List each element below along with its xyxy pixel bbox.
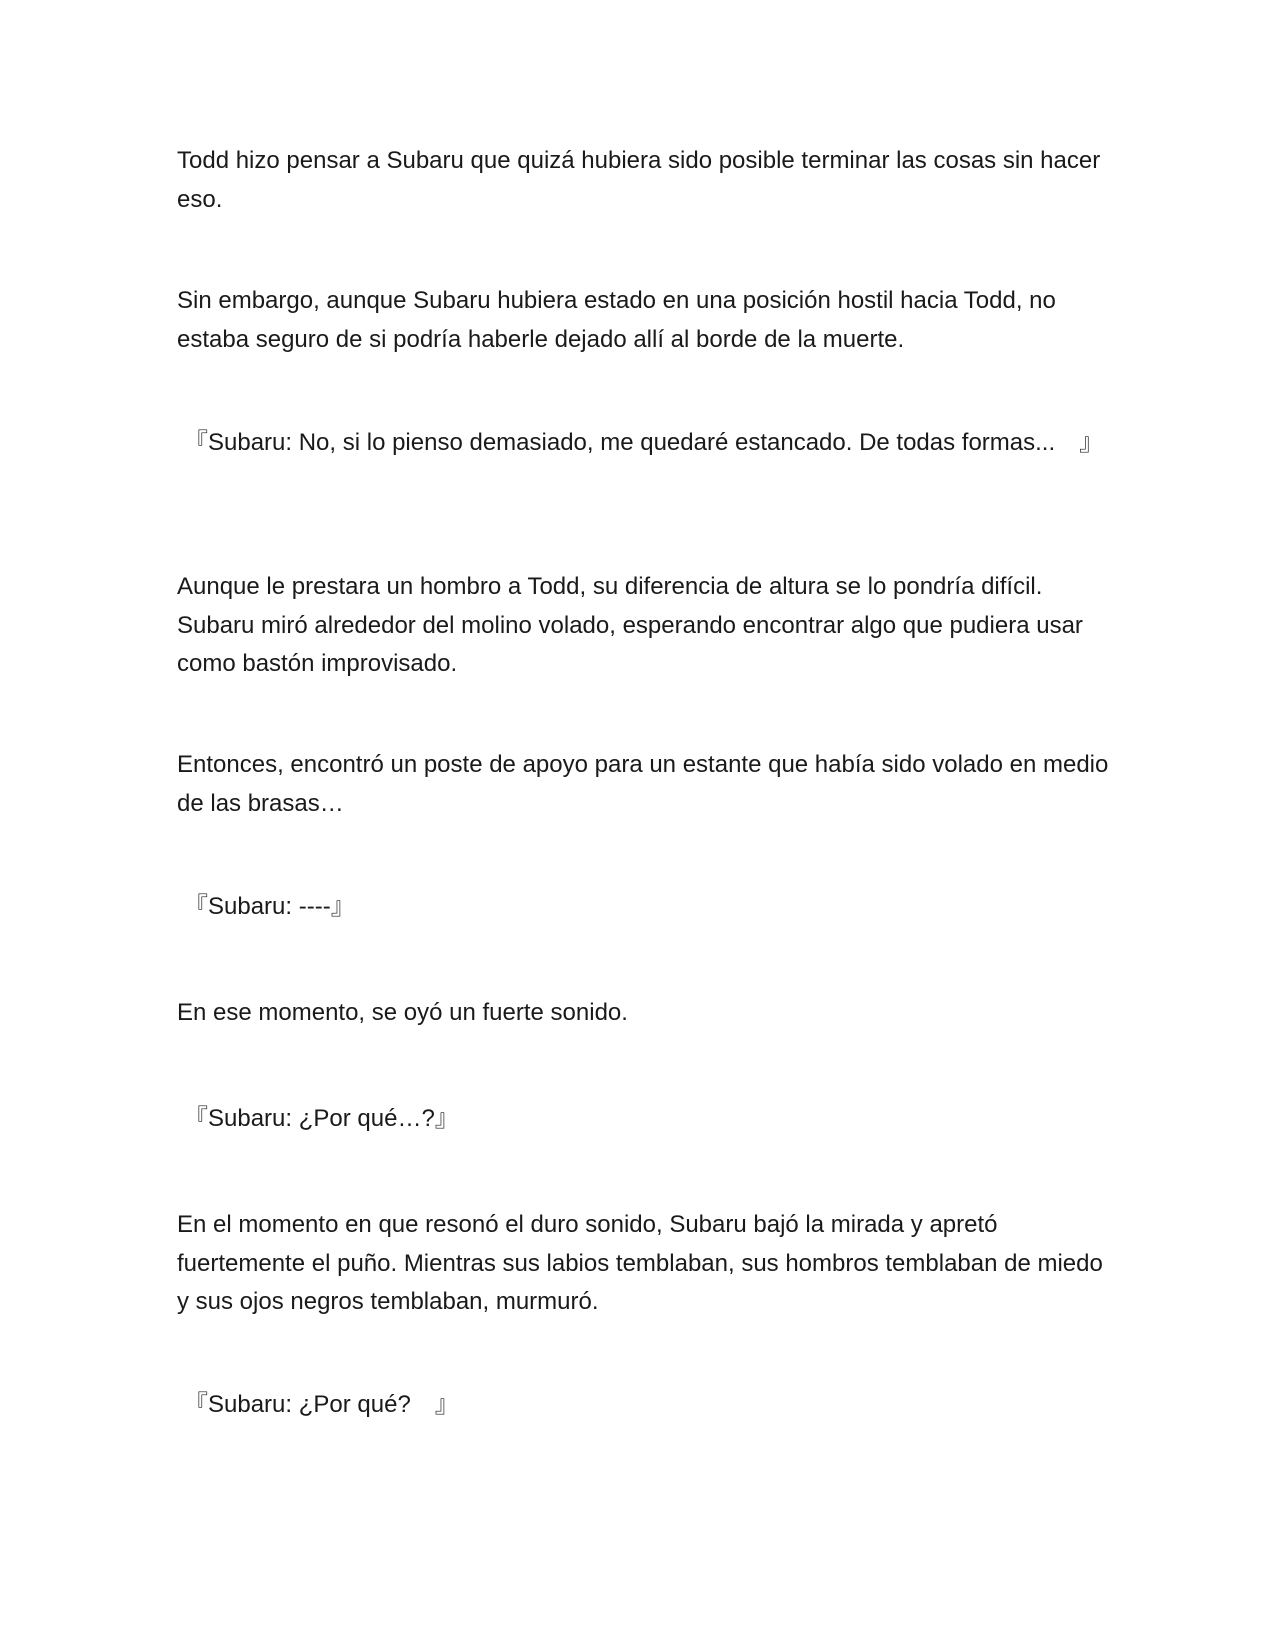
narration-paragraph-1: Todd hizo pensar a Subaru que quizá hubiera sido posible terminar las cosas sin hacer eso. (177, 147, 1101, 213)
narration-paragraph-3: Aunque le prestara un hombro a Todd, su diferencia de altura se lo pondría difícil. Subaru miró alrededor del molino volado, esperando encontrar algo que pudiera usar como bastón improvisado. (177, 573, 1083, 677)
narration-paragraph-5: En ese momento, se oyó un fuerte sonido. (177, 999, 628, 1026)
narration-paragraph-6: En el momento en que resonó el duro sonido, Subaru bajó la mirada y apretó fuertemente el puño. Mientras sus labios temblaban, sus hombros temblaban de miedo y sus ojos negros temblaban, murmuró. (177, 1211, 1103, 1315)
narration-paragraph-4: Entonces, encontró un poste de apoyo para un estante que había sido volado en medio de las brasas… (177, 751, 1109, 817)
narration-paragraph-2: Sin embargo, aunque Subaru hubiera estado en una posición hostil hacia Todd, no estaba seguro de si podría haberle dejado allí al borde de la muerte. (177, 287, 1056, 353)
dialogue-line-2: 『Subaru: ----』 (184, 893, 355, 920)
dialogue-line-4: 『Subaru: ¿Por qué? 』 (184, 1391, 459, 1418)
dialogue-line-3: 『Subaru: ¿Por qué…?』 (184, 1105, 459, 1132)
dialogue-line-1: 『Subaru: No, si lo pienso demasiado, me quedaré estancado. De todas formas... 』 (184, 429, 1104, 456)
